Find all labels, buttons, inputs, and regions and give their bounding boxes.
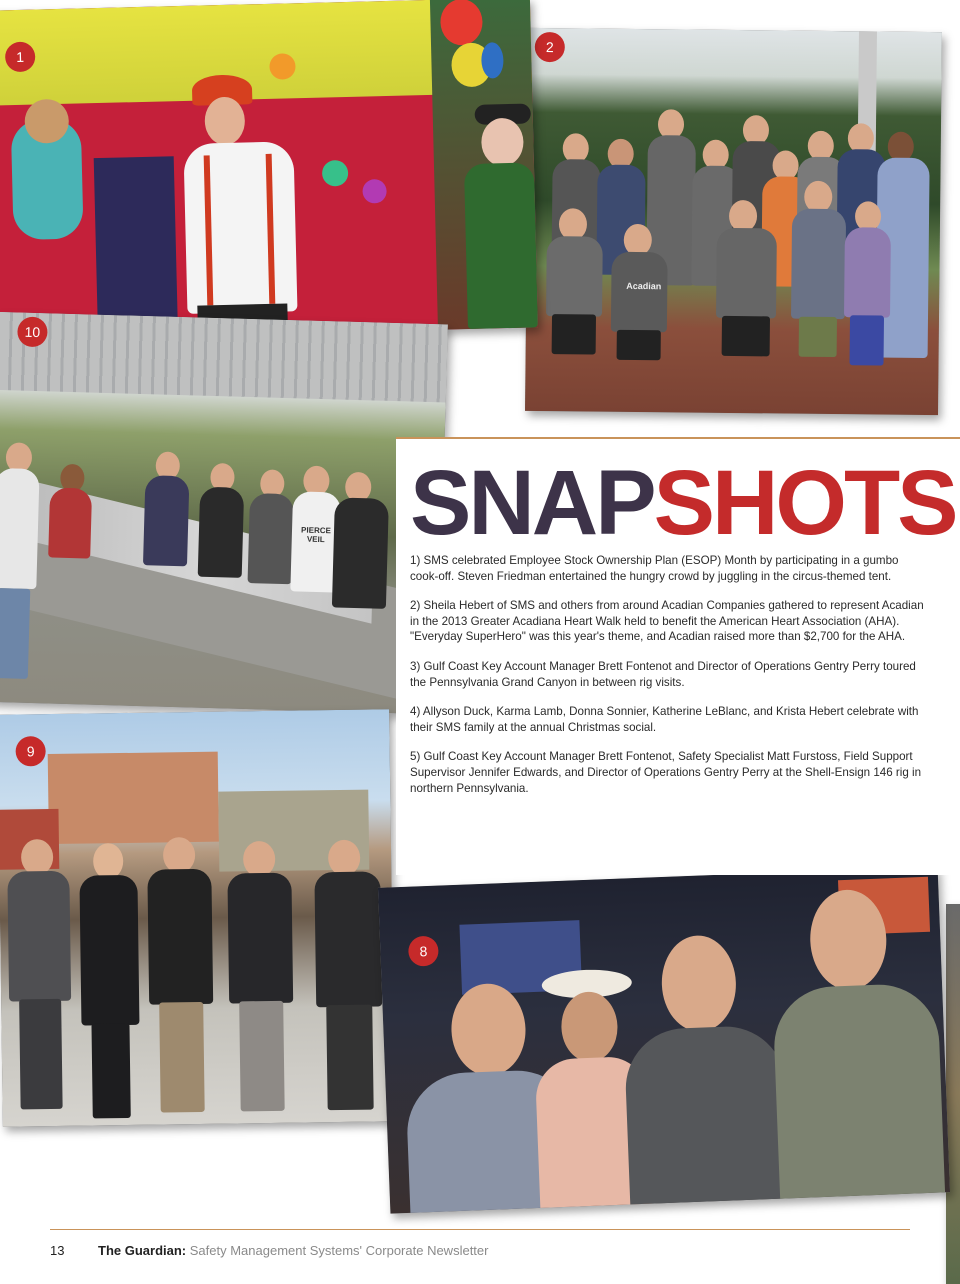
photo-circus-juggler xyxy=(0,0,538,341)
photo-right-edge xyxy=(946,904,960,1284)
photo-badge: 9 xyxy=(15,736,45,766)
captions xyxy=(410,553,930,810)
publication-subtitle: Safety Management Systems' Corporate Newsletter xyxy=(189,1243,489,1258)
footer xyxy=(50,1243,488,1258)
group-shirt-text: Acadian xyxy=(626,280,662,292)
page-title xyxy=(410,452,956,554)
photo-four-men xyxy=(378,866,950,1213)
photo-heart-walk xyxy=(525,28,942,415)
photo-serving-line xyxy=(0,312,448,714)
photo-badge: 2 xyxy=(535,32,565,62)
snapshots-panel xyxy=(396,437,960,875)
photo-street-group xyxy=(0,709,395,1126)
volunteer-shirt-text: PIERCE VEIL xyxy=(300,525,332,545)
caption-5: 5) Gulf Coast Key Account Manager Brett Fontenot, Safety Specialist Matt Furstoss, Field Support Supervisor Jennifer Edwards, and Director of Operations Gentry Perry at the Shell-Ensign 146 rig in northern Pennsylvania. xyxy=(410,750,922,795)
caption-3: 3) Gulf Coast Key Account Manager Brett Fontenot and Director of Operations Gentry Perry toured the Pennsylvania Grand Canyon in between rig visits. xyxy=(410,659,916,689)
caption-2: 2) Sheila Hebert of SMS and others from around Acadian Companies gathered to represent Acadian in the 2013 Greater Acadiana Heart Walk held to benefit the American Heart Association (AHA). "Everyday SuperHero" was this year's theme, and Acadian raised more than $2,700 for the AHA. xyxy=(410,599,924,644)
title-part-dark: SNAP xyxy=(410,452,654,554)
caption-4: 4) Allyson Duck, Karma Lamb, Donna Sonnier, Katherine LeBlanc, and Krista Hebert celebrate with their SMS family at the annual Christmas social. xyxy=(410,705,919,734)
title-part-red: SHOTS xyxy=(653,452,956,554)
caption-1: 1) SMS celebrated Employee Stock Ownership Plan (ESOP) Month by participating in a gumbo cook-off. Steven Friedman entertained the hungry crowd by juggling in the circus-themed tent. xyxy=(410,554,899,583)
photo-badge: 10 xyxy=(17,317,48,348)
publication-name: The Guardian: xyxy=(98,1243,187,1258)
page-number: 13 xyxy=(50,1243,65,1258)
photo-badge: 1 xyxy=(5,42,36,73)
footer-rule xyxy=(50,1229,910,1230)
photo-badge: 8 xyxy=(408,936,439,967)
